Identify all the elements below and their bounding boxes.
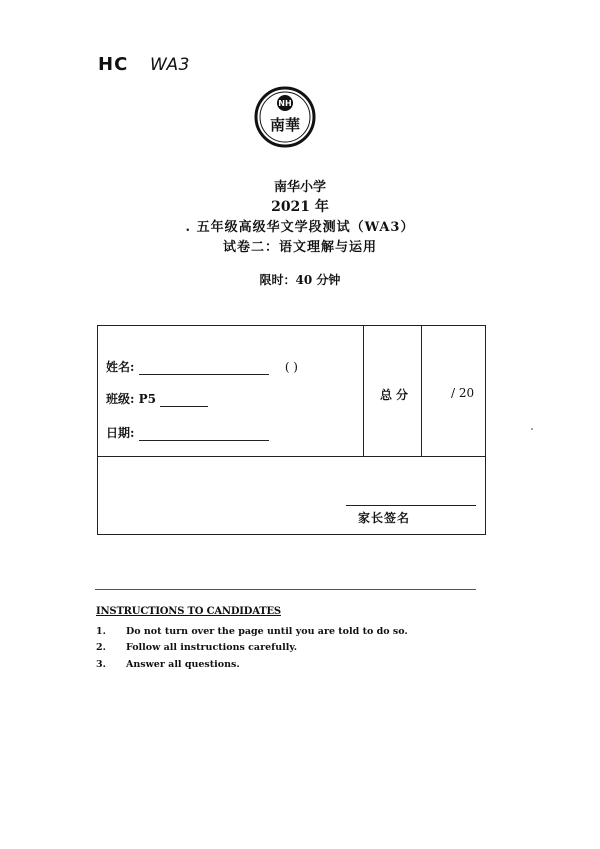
exam-year: 2021 年 — [271, 199, 329, 215]
school-name: 南华小学 — [273, 180, 326, 195]
logo-main-text: 南華 — [269, 116, 301, 134]
class-blank[interactable] — [160, 394, 208, 407]
instruction-item: 3. Answer all questions. — [96, 659, 240, 670]
total-score-label: 总分 — [380, 388, 413, 402]
student-info-box — [97, 325, 486, 535]
name-field[interactable] — [106, 358, 298, 375]
handwritten-code: HC — [98, 54, 129, 75]
date-blank[interactable] — [139, 428, 269, 441]
name-label: 姓名: — [106, 360, 135, 374]
date-field[interactable] — [106, 424, 269, 441]
parent-signature-label: 家长签名 — [358, 511, 411, 525]
date-label: 日期: — [106, 426, 135, 440]
parent-signature-line[interactable] — [346, 505, 476, 506]
class-label: 班级: P5 — [106, 392, 156, 406]
handwritten-reference: WA3 — [150, 55, 190, 75]
box-divider-horizontal — [98, 456, 485, 457]
logo-emblem-icon — [254, 86, 316, 148]
name-blank[interactable] — [139, 362, 269, 375]
scan-speck — [531, 428, 533, 430]
logo-top-text: NH — [278, 99, 292, 108]
instruction-item: 2. Follow all instructions carefully. — [96, 642, 298, 653]
instruction-item: 1. Do not turn over the page until you are told to do so. — [96, 626, 408, 637]
box-divider-vertical — [363, 326, 364, 456]
time-limit: 限时：40 分钟 — [259, 273, 341, 287]
total-score-value[interactable]: / 20 — [451, 386, 475, 400]
class-field[interactable] — [106, 390, 208, 407]
test-name: . 五年级高级华文学段测试（WA3） — [185, 220, 415, 235]
paper-title: 试卷二：语文理解与运用 — [222, 240, 377, 255]
instructions-title: INSTRUCTIONS TO CANDIDATES — [96, 606, 281, 617]
index-number-blank[interactable]: ( ) — [284, 360, 298, 374]
box-divider-vertical — [421, 326, 422, 456]
school-logo — [254, 86, 316, 148]
section-divider — [95, 589, 476, 590]
